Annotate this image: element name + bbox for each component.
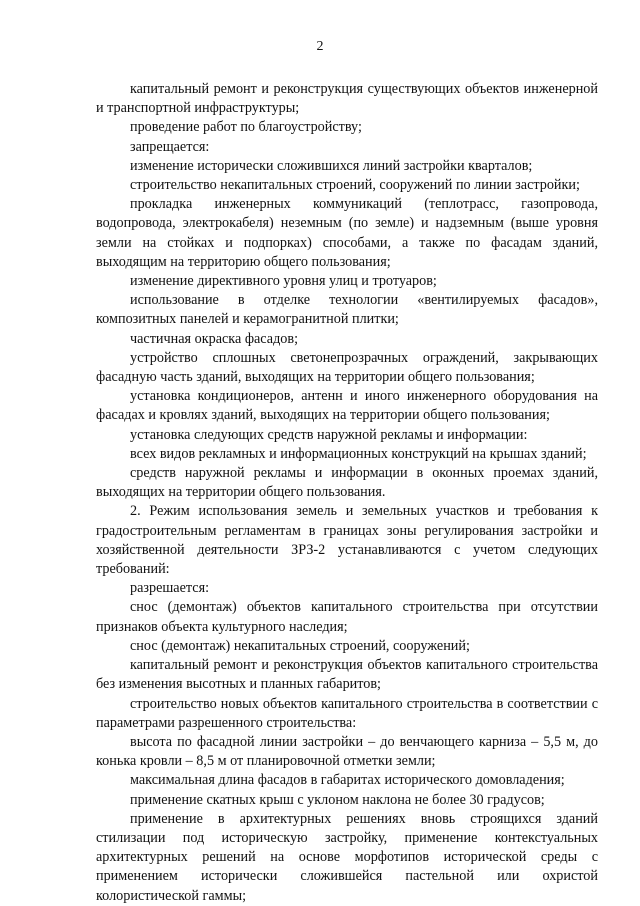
paragraph: средств наружной рекламы и информации в оконных проемах зданий, выходящих на территории общего пользования. <box>96 465 598 501</box>
paragraph: установка следующих средств наружной рекламы и информации: <box>130 426 528 443</box>
paragraph: устройство сплошных светонепрозрачных ограждений, закрывающих фасадную часть зданий, выходящих на территории общего пользования; <box>96 349 598 386</box>
paragraph: частичная окраска фасадов; <box>130 330 299 347</box>
page-number: 2 <box>316 39 324 54</box>
paragraph: всех видов рекламных и информационных конструкций на крышах зданий; <box>130 445 587 462</box>
paragraph: разрешается: <box>130 580 210 597</box>
paragraph: изменение исторически сложившихся линий застройки кварталов; <box>130 157 533 174</box>
paragraph: строительство некапитальных строений, сооружений по линии застройки; <box>130 177 580 194</box>
paragraph: проведение работ по благоустройству; <box>130 119 362 136</box>
paragraph: капитальный ремонт и реконструкция объектов капитального строительства без изменения высотных и планных габаритов; <box>96 657 598 693</box>
document-body <box>96 80 598 906</box>
paragraph: установка кондиционеров, антенн и иного инженерного оборудования на фасадах и кровлях зданий, выходящих на территории общего пользования; <box>96 388 598 424</box>
paragraph: капитальный ремонт и реконструкция существующих объектов инженерной и транспортной инфраструктуры; <box>96 81 598 117</box>
paragraph: применение скатных крыш с уклоном наклона не более 30 градусов; <box>130 791 545 808</box>
paragraph: 2. Режим использования земель и земельных участков и требования к градостроительным регламентам в границах зоны регулирования застройки и хозяйственной деятельности ЗРЗ-2 устанавливаются с учетом следующих требований: <box>96 503 598 578</box>
paragraph: строительство новых объектов капитального строительства в соответствии с параметрами разрешенного строительства: <box>96 695 598 731</box>
paragraph: использование в отделке технологии «вентилируемых фасадов», композитных панелей и керамогранитной плитки; <box>96 292 598 328</box>
paragraph: изменение директивного уровня улиц и тротуаров; <box>130 273 437 290</box>
paragraph: высота по фасадной линии застройки – до венчающего карниза – 5,5 м, до конька кровли – 8,5 м от планировочной отметки земли; <box>96 733 598 770</box>
paragraph: снос (демонтаж) объектов капитального строительства при отсутствии признаков объекта культурного наследия; <box>96 599 598 635</box>
paragraph: максимальная длина фасадов в габаритах исторического домовладения; <box>130 772 565 789</box>
paragraph: применение в архитектурных решениях вновь строящихся зданий стилизации под историческую застройку, применение контекстуальных архитектурных решений на основе морфотипов исторической среды с применением исторически сложившейся пастельной или охристой колористической гаммы; <box>96 810 598 904</box>
paragraph: прокладка инженерных коммуникаций (теплотрасс, газопровода, водопровода, электрокабеля) неземным (по земле) и надземным (выше уровня земли на стойках и подпорках) способами, а также по фасадам зданий, выходящим на территорию общего пользования; <box>96 196 598 270</box>
paragraph: запрещается: <box>130 138 210 155</box>
paragraph: снос (демонтаж) некапитальных строений, сооружений; <box>130 637 470 654</box>
